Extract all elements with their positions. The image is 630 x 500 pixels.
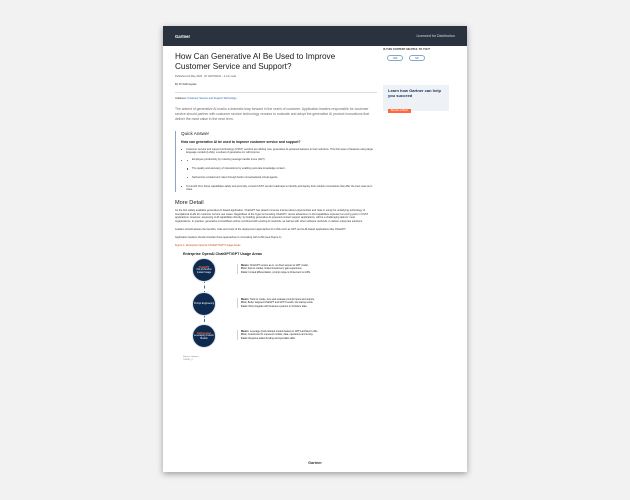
usage-desc-3	[237, 330, 365, 340]
helpful-buttons	[387, 55, 459, 61]
desc-value: Fast to market, limited investment, gain experience.	[247, 267, 303, 271]
sidebar	[383, 46, 459, 111]
footer-gartner-logo: Gartner	[308, 461, 322, 465]
initiatives-label: Initiatives:	[175, 97, 187, 101]
yes-button[interactable]: YES	[387, 55, 403, 61]
desc-key: Pros:	[241, 333, 248, 337]
promo-title: Learn how Gartner can help you succeed	[388, 88, 441, 98]
desc-key: Cons:	[241, 336, 248, 340]
figure-title: Enterprise OpenAI ChatGPT/GPT Usage Areas	[183, 252, 262, 257]
quick-answer-list	[181, 148, 377, 192]
no-button[interactable]: NO	[409, 55, 425, 61]
license-text: Licensed for Distribution	[416, 34, 455, 38]
quick-answer-question: How can generative AI be used to improve customer service and support?	[181, 139, 301, 144]
desc-value: Requires added funding and specialist skills.	[248, 336, 296, 340]
desc-value: Tools to create, tune and evaluate prompt inputs and outputs.	[249, 298, 315, 302]
author-byline: By Pri Rathnayake	[175, 83, 197, 87]
document-page	[163, 26, 467, 472]
desc-key: Pros:	[241, 301, 248, 305]
usage-circle-1	[192, 258, 216, 282]
list-item: Customer service and support technology (CSST) vendors are adding new, generative AI-powered features to their solutions. This first wave of features using large language models (LLMs), a subset of generative AI, will improve:	[181, 148, 377, 155]
desc-key: Means:	[241, 298, 250, 302]
paragraph: Leaders should assess the benefits, risks and costs of the deployment approaches for LLMs such as GPT and LLM-based applications like ChatGPT.	[175, 227, 347, 231]
more-detail-heading: More Detail	[175, 200, 204, 206]
figure-diagram	[175, 252, 371, 364]
circle-label: Out-of-the-Box Instant Usage	[196, 268, 212, 274]
desc-value: Leverage Quick-Started models based on GPT3-architect LLMs.	[249, 330, 318, 334]
initiatives	[175, 97, 377, 100]
circle-label: Prompt Engineering	[193, 302, 215, 305]
usage-circle-2	[192, 292, 216, 316]
top-bar	[163, 26, 467, 46]
desc-value: Must integrate with business systems to introduce data.	[248, 304, 308, 308]
desc-key: Pros:	[241, 267, 248, 271]
published-meta: Published 24 May 2023 - ID G00794241 - 3 min read	[175, 75, 236, 79]
become-client-button[interactable]: Become a Client	[388, 109, 411, 113]
promo-box	[383, 85, 449, 111]
figure-source: Source: Gartner 794241_C	[183, 356, 199, 362]
desc-value: ChatGPT service as-is, no direct access to GPT model.	[249, 264, 309, 268]
page-title: How Can Generative AI Be Used to Improve Customer Service and Support?	[175, 52, 336, 71]
usage-desc-2	[237, 298, 365, 308]
sub-list-wrapper	[181, 158, 377, 179]
gartner-logo[interactable]: Gartner	[175, 33, 191, 39]
quick-answer-box	[175, 131, 377, 192]
list-item: Self-service containment rates through better conversational virtual agents.	[187, 176, 377, 180]
desc-value: Customized to represent models, data, operations and tuning.	[247, 333, 314, 337]
list-item: Employee productivity by reducing average handle times (AHT).	[187, 158, 377, 162]
list-item: The quality and accuracy of interactions by enabling accurate knowledge content.	[187, 167, 377, 171]
helpful-question: IS THIS CONTENT HELPFUL TO YOU?	[383, 48, 431, 51]
more-detail-section	[175, 200, 377, 364]
circle-label: Leveraging Custom Models	[194, 334, 214, 340]
list-item: To benefit from these capabilities safely and promptly, consult CSST vendor roadmaps to identify and deploy their solution innovations that offer the best near-term value.	[181, 185, 377, 192]
desc-value: Limited differentiation, prompt range is limited and no APIs.	[248, 270, 311, 274]
desc-key: Means:	[241, 264, 250, 268]
usage-circle-3	[192, 324, 216, 348]
divider	[175, 92, 377, 93]
initiatives-link[interactable]: Customer Service and Support Technology	[187, 97, 237, 101]
paragraph: Application leaders should consider three approaches to innovating with LLMs (see Figure 1).	[175, 235, 283, 239]
desc-key: Means:	[241, 330, 250, 334]
usage-desc-1	[237, 264, 365, 274]
summary: The advent of generative AI marks a dramatic leap forward in the realm of customer. Application leaders responsible for customer service should partner with customer service technology vendors to evaluate and adopt the generative AI product innovations that deliver the most value in the near term.	[175, 107, 370, 121]
circle-tag: Self-Hosted	[197, 331, 211, 335]
circle-tag: ChatGPT	[198, 265, 210, 269]
desc-value: Better targeted ChatGPT and GPT3 results, low startup costs.	[247, 301, 314, 305]
paragraph: As the first widely available generative AI-based application, ChatGPT has raised immense interest about opportunities and risks in using the underlying technology of foundational LLMs for customer service use cases. Regardless of the hype surrounding ChatGPT, recent advances in LLM capabilities represent a turning point in CSST applications. However, assessing LLM capabilities directly, by building generative AI-powered contact support applications, will be a challenging task for most organizations. In practice, generative AI workflows will be combined with existing AI methods, as well as with other software methods, to deliver enterprise solutions.	[175, 209, 369, 224]
quick-answer-heading: Quick Answer	[181, 130, 210, 136]
quick-answer-sublist	[187, 158, 377, 179]
figure-label-link[interactable]: Figure 1: Enterprise OpenAI ChatGPT/GPT Usage Areas	[175, 244, 241, 248]
desc-key: Cons:	[241, 304, 248, 308]
desc-key: Cons:	[241, 270, 248, 274]
main-content	[175, 52, 377, 364]
